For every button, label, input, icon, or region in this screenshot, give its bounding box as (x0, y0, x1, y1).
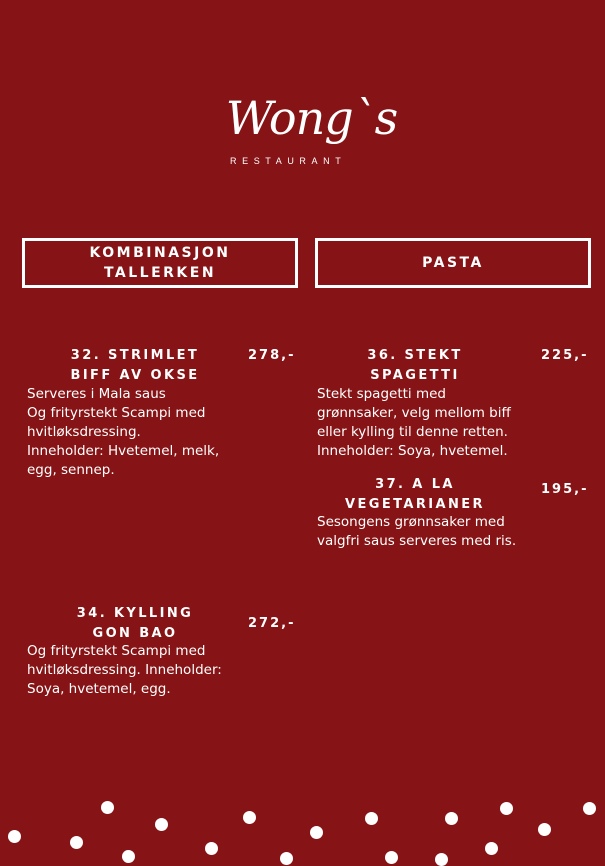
decorative-dot (365, 812, 378, 825)
decorative-dot (101, 801, 114, 814)
section-header-pasta (315, 238, 591, 288)
restaurant-logo (0, 88, 605, 166)
menu-item-description: Sesongens grønnsaker med valgfri saus serveres med ris. (317, 514, 517, 549)
decorative-dot (122, 850, 135, 863)
logo-subtitle: RESTAURANT (230, 156, 347, 166)
decorative-dot (310, 826, 323, 839)
decorative-dot (583, 802, 596, 815)
decorative-dot (445, 812, 458, 825)
decorative-dot (70, 836, 83, 849)
menu-item-description: Serveres i Mala saus Og frityrstekt Scampi med hvitløksdressing. Inneholder: Hvetemel, melk, egg, sennep. (27, 386, 220, 478)
section-header-label: PASTA (422, 255, 484, 271)
decorative-dot (485, 842, 498, 855)
menu-item-title: 37. A LA VEGETARIANER (345, 477, 485, 512)
decorative-dot (155, 818, 168, 831)
menu-item-price: 195,- (541, 482, 589, 497)
decorative-dot (538, 823, 551, 836)
decorative-dot (205, 842, 218, 855)
section-header-label: KOMBINASJON TALLERKEN (89, 245, 231, 281)
menu-item-title: 36. STEKT SPAGETTI (367, 348, 463, 383)
decorative-dot (8, 830, 21, 843)
decorative-dot (280, 852, 293, 865)
logo-wordmark: Wong`s (225, 91, 398, 145)
menu-item-title: 34. KYLLING GON BAO (76, 606, 194, 641)
menu-item-price: 225,- (541, 348, 589, 363)
menu-item-price: 272,- (248, 616, 296, 631)
decorative-dot (435, 853, 448, 866)
menu-item-description: Stekt spagetti med grønnsaker, velg mellom biff eller kylling til denne retten. Inneholder: Soya, hvetemel. (317, 386, 511, 459)
menu-item-price: 278,- (248, 348, 296, 363)
menu-item-description: Og frityrstekt Scampi med hvitløksdressing. Inneholder: Soya, hvetemel, egg. (27, 643, 222, 697)
section-header-kombinasjon (22, 238, 298, 288)
menu-item-title: 32. STRIMLET BIFF AV OKSE (70, 348, 200, 383)
decorative-dot (243, 811, 256, 824)
decorative-dot (500, 802, 513, 815)
